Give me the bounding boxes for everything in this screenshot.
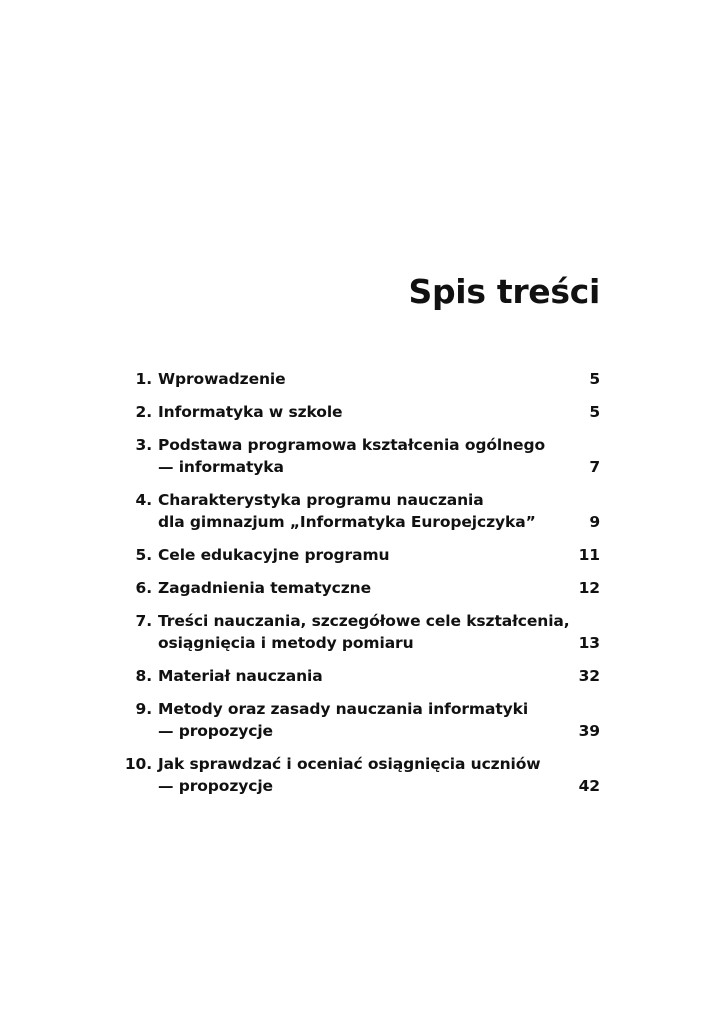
toc-entry: [122, 434, 600, 478]
toc-entry-title: Podstawa programowa kształcenia ogólnego: [158, 436, 546, 454]
toc-entry-number: 2.: [135, 403, 152, 421]
toc-entry-title: — propozycje: [158, 777, 273, 795]
toc-entry-text: [158, 368, 600, 390]
toc-entry-line: [158, 489, 600, 511]
toc-entry-page: 7: [589, 458, 600, 476]
toc-entry-line: [158, 775, 600, 797]
toc-entry-page: 12: [578, 579, 600, 597]
toc-entry-page: 5: [589, 403, 600, 421]
toc-entry-line: [158, 698, 600, 720]
toc-entry-line: [158, 401, 600, 423]
toc-entry-text: [158, 665, 600, 687]
toc-entry-page: 11: [578, 546, 600, 564]
toc-entry-page: 5: [589, 370, 600, 388]
toc-entry-text: [158, 544, 600, 566]
toc-entry-line: [158, 577, 600, 599]
toc-entry-number: 3.: [135, 436, 152, 454]
toc-entry: [122, 665, 600, 687]
toc-entry-page: 13: [578, 634, 600, 652]
toc-entry-text: [158, 434, 600, 478]
toc-entry-line: [158, 511, 600, 533]
toc-entry-page: 32: [578, 667, 600, 685]
toc-entry: [122, 577, 600, 599]
toc-entry: [122, 753, 600, 797]
table-of-contents: [122, 368, 600, 808]
toc-entry-title: Cele edukacyjne programu: [158, 546, 390, 564]
toc-entry-line: [158, 434, 600, 456]
toc-entry-line: [158, 368, 600, 390]
toc-entry: [122, 610, 600, 654]
toc-entry: [122, 368, 600, 390]
toc-entry-number: 6.: [135, 579, 152, 597]
toc-entry: [122, 544, 600, 566]
toc-entry-line: [158, 544, 600, 566]
toc-entry-number: 8.: [135, 667, 152, 685]
toc-entry-line: [158, 632, 600, 654]
toc-entry-number: 4.: [135, 491, 152, 509]
toc-entry-line: [158, 720, 600, 742]
toc-entry-number: 5.: [135, 546, 152, 564]
toc-entry-title: dla gimnazjum „Informatyka Europejczyka”: [158, 513, 536, 531]
toc-entry-page: 9: [589, 513, 600, 531]
toc-entry: [122, 401, 600, 423]
toc-entry-title: Metody oraz zasady nauczania informatyki: [158, 700, 529, 718]
toc-entry-title: osiągnięcia i metody pomiaru: [158, 634, 414, 652]
page-title: Spis treści: [408, 272, 600, 311]
toc-entry-title: Charakterystyka programu nauczania: [158, 491, 484, 509]
toc-entry-number: 1.: [135, 370, 152, 388]
toc-entry-number: 7.: [135, 612, 152, 630]
toc-entry-title: Zagadnienia tematyczne: [158, 579, 372, 597]
toc-entry-page: 39: [578, 722, 600, 740]
toc-entry-title: — informatyka: [158, 458, 284, 476]
toc-entry-line: [158, 753, 600, 775]
toc-entry-text: [158, 489, 600, 533]
toc-entry-number: 9.: [135, 700, 152, 718]
toc-entry-title: Wprowadzenie: [158, 370, 286, 388]
toc-entry-title: Jak sprawdzać i oceniać osiągnięcia uczniów: [158, 755, 541, 773]
toc-entry-text: [158, 401, 600, 423]
toc-entry-line: [158, 456, 600, 478]
toc-entry-title: — propozycje: [158, 722, 273, 740]
toc-entry-title: Informatyka w szkole: [158, 403, 343, 421]
toc-entry-text: [158, 698, 600, 742]
toc-entry: [122, 489, 600, 533]
toc-entry-number: 10.: [124, 755, 152, 773]
toc-entry-text: [158, 577, 600, 599]
toc-entry-text: [158, 753, 600, 797]
toc-entry-line: [158, 610, 600, 632]
toc-entry-text: [158, 610, 600, 654]
toc-entry-title: Materiał nauczania: [158, 667, 323, 685]
toc-entry-title: Treści nauczania, szczegółowe cele kształcenia,: [158, 612, 570, 630]
toc-entry: [122, 698, 600, 742]
toc-entry-page: 42: [578, 777, 600, 795]
toc-entry-line: [158, 665, 600, 687]
